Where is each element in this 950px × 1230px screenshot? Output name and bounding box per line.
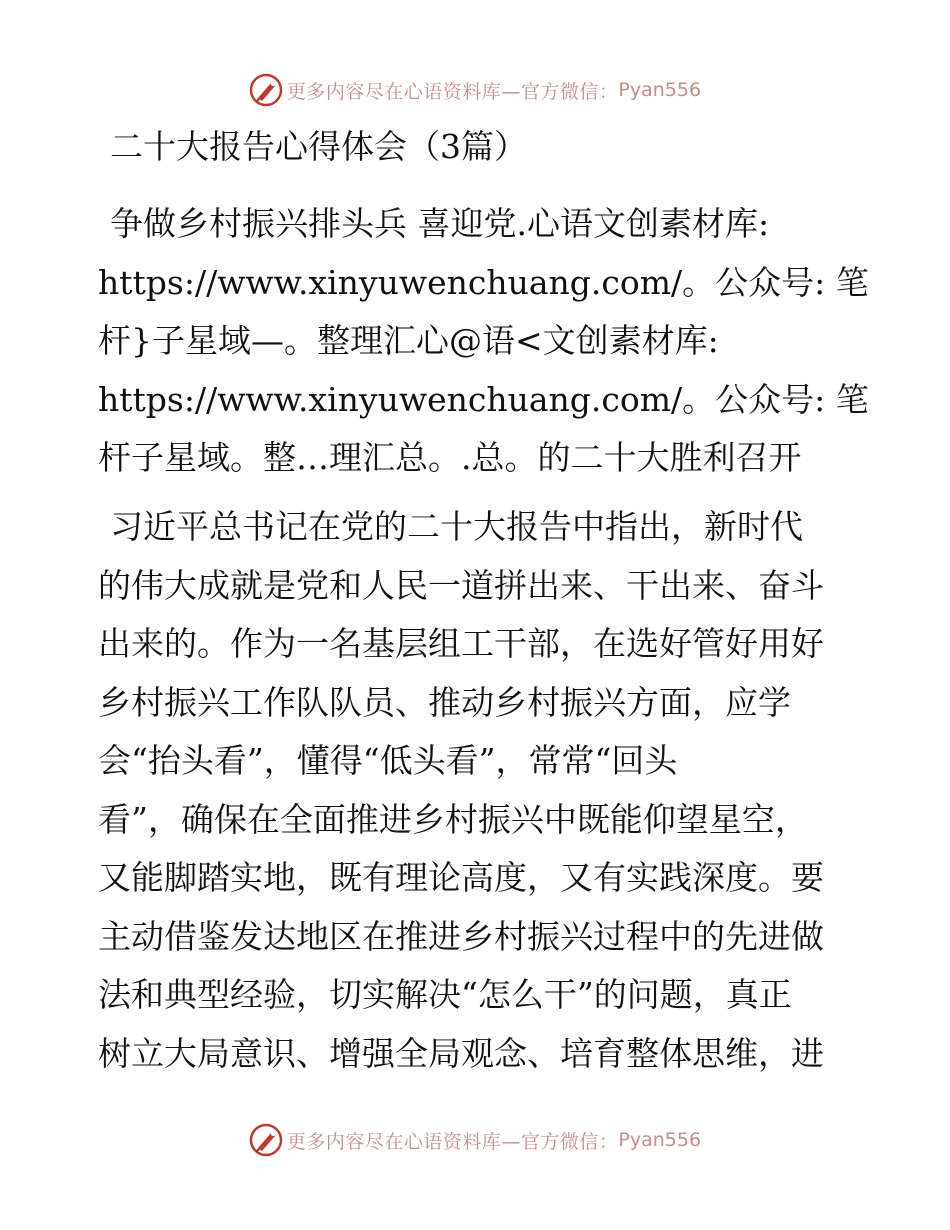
paragraph-line: 乡村振兴工作队队员、推动乡村振兴方面，应学 [98, 682, 791, 722]
watermark-text: 更多内容尽在心语资料库—官方微信： [286, 80, 619, 103]
paragraph-line: 出来的。作为一名基层组工干部，在选好管好用好 [98, 624, 824, 663]
watermark-wechat-id: Pyan556 [618, 1129, 702, 1151]
footer-watermark [0, 1120, 950, 1160]
paragraph-line: 的伟大成就是党和人民一道拼出来、干出来、奋斗 [98, 565, 824, 605]
paragraph-line: 树立大局意识、增强全局观念、培育整体思维，进 [98, 1033, 824, 1073]
pen-logo-icon [249, 73, 283, 107]
paragraph-line: 又能脚踏实地，既有理论高度，又有实践深度。要 [98, 858, 824, 897]
paragraph-line: https://www.xinyuwenchuang.com/。公众号: 笔 [98, 262, 869, 302]
paragraph-line: 杆}子星域—。整理汇心@语<文创素材库: [98, 321, 719, 360]
header-watermark [0, 70, 950, 110]
paragraph-line: 主动借鉴发达地区在推进乡村振兴过程中的先进做 [98, 916, 824, 956]
paragraph-line: https://www.xinyuwenchuang.com/。公众号: 笔 [98, 379, 869, 419]
paragraph-line: 法和典型经验，切实解决“怎么干”的问题，真正 [98, 975, 792, 1014]
paragraph-line: 习近平总书记在党的二十大报告中指出，新时代 [110, 507, 803, 546]
watermark-wechat-id: Pyan556 [618, 79, 702, 101]
watermark-text: 更多内容尽在心语资料库—官方微信： [286, 1130, 619, 1153]
paragraph-2 [98, 498, 858, 1083]
paragraph-line: 杆子星域。整…理汇总。.总。的二十大胜利召开 [98, 438, 802, 477]
paragraph-line: 看”，确保在全面推进乡村振兴中既能仰望星空， [98, 799, 808, 839]
document-title: 二十大报告心得体会（3篇） [110, 127, 527, 166]
paragraph-line: 会“抬头看”，懂得“低头看”，常常“回头 [98, 741, 678, 780]
pen-logo-icon [249, 1123, 283, 1157]
paragraph-1 [98, 195, 869, 488]
paragraph-line: 争做乡村振兴排头兵 喜迎党.心语文创素材库: [110, 204, 770, 243]
